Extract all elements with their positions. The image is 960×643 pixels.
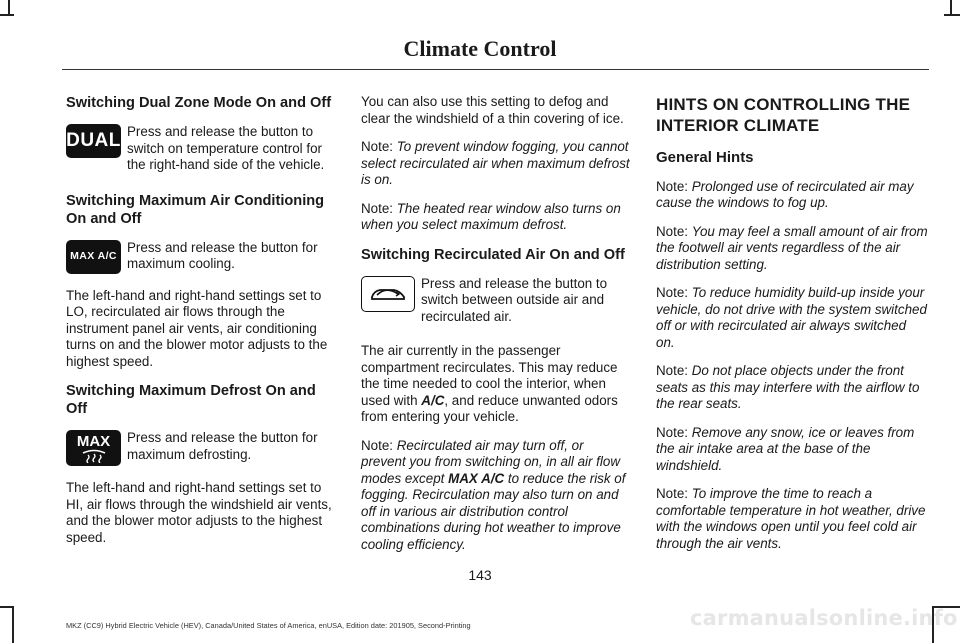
heading-general-hints: General Hints: [656, 149, 754, 166]
recirc-text-b: , and reduce unwanted odors from entering your vehicle.: [361, 392, 618, 424]
crop-mark: [0, 606, 12, 608]
hint-note-3: [656, 285, 928, 351]
hint-note-1: [656, 179, 928, 212]
hint-note-6: [656, 486, 928, 552]
column-2: [361, 94, 631, 565]
hint-note-5: [656, 425, 928, 475]
note-text-a: Recirculated air may turn off, or prevent you from switching on, in all air flow modes except: [361, 437, 620, 486]
note-2: [361, 201, 631, 234]
dual-row: [66, 124, 338, 174]
note-3: [361, 438, 631, 554]
heading-recirculated: Switching Recirculated Air On and Off: [361, 246, 625, 263]
defrost-icon: [81, 449, 107, 463]
note-label: Note:: [361, 437, 394, 453]
note-text: To improve the time to reach a comfortable temperature in hot weather, drive with the windows open until you feel cold air through the air vents.: [656, 486, 926, 551]
note-text: To reduce humidity build-up inside your vehicle, do not drive with the system switched off or with recirculated air always switched on.: [656, 285, 927, 350]
maxdef-text: Press and release the button for maximum defrosting.: [127, 430, 318, 462]
maxac-text: Press and release the button for maximum cooling.: [127, 239, 318, 271]
defog-paragraph: You can also use this setting to defog and clear the windshield of a thin covering of ice.: [361, 94, 624, 126]
page-title: Climate Control: [403, 36, 557, 61]
crop-mark: [0, 14, 14, 16]
crop-mark: [8, 0, 10, 14]
note-text: Do not place objects under the front seats as this may interfere with the airflow to the rear seats.: [656, 363, 920, 411]
maxdef-paragraph: The left-hand and right-hand settings set to HI, air flows through the windshield air vents, and the blower motor adjusts to the highest speed.: [66, 480, 332, 545]
page-number: 143: [468, 567, 492, 583]
note-label: Note:: [656, 223, 689, 239]
recirc-text-a: The air currently in the passenger compartment recirculates. This may reduce the time needed to cool the interior, when used with: [361, 343, 618, 408]
note-label: Note:: [656, 363, 689, 378]
note-1: [361, 139, 631, 189]
max-ac-button-icon: MAX A/C: [66, 240, 121, 274]
section-heading-hints: HINTS ON CONTROLLING THE INTERIOR CLIMATE: [656, 95, 911, 135]
note-text: To prevent window fogging, you cannot select recirculated air when maximum defrost is on.: [361, 139, 630, 187]
recirc-paragraph: [361, 343, 631, 426]
note-label: Note:: [656, 424, 689, 440]
hint-note-4: [656, 363, 928, 413]
crop-mark: [944, 14, 960, 16]
recirc-text: Press and release the button to switch between outside air and recirculated air.: [421, 275, 608, 324]
heading-dual-zone: Switching Dual Zone Mode On and Off: [66, 95, 332, 111]
footer-edition: MKZ (CC9) Hybrid Electric Vehicle (HEV), Canada/United States of America, enUSA, Edition date: 201905, Second-Printing: [66, 621, 471, 630]
recirculation-car-icon: [361, 276, 415, 312]
column-1: [66, 94, 338, 558]
ac-term: A/C: [421, 392, 445, 408]
note-text: Prolonged use of recirculated air may cause the windows to fog up.: [656, 178, 914, 210]
column-3: [656, 94, 928, 564]
maxac-paragraph: The left-hand and right-hand settings set to LO, recirculated air flows through the instrument panel air vents, air conditioning turns on and the blower motor adjusts to the highest speed.: [66, 287, 328, 369]
note-label: Note:: [361, 139, 394, 154]
note-text-b: to reduce the risk of fogging. Recirculation may also turn on and off in various air distribution control combinations during hot weather to improve cooling efficiency.: [361, 470, 626, 552]
recirc-row: [361, 276, 631, 326]
note-label: Note:: [656, 178, 689, 194]
header-rule: [62, 69, 929, 70]
max-defrost-button-icon: [66, 430, 121, 466]
dual-button-icon: DUAL: [66, 124, 121, 158]
crop-mark: [12, 606, 14, 643]
note-text: You may feel a small amount of air from the footwell air vents regardless of the air distribution setting.: [656, 223, 928, 272]
heading-max-ac: Switching Maximum Air Conditioning On and Off: [66, 192, 325, 227]
maxdef-row: [66, 430, 338, 466]
note-text: The heated rear window also turns on when you select maximum defrost.: [361, 200, 621, 232]
maxac-row: [66, 240, 338, 274]
watermark: carmanualsonline.info: [690, 606, 958, 630]
hint-note-2: [656, 224, 928, 274]
note-label: Note:: [361, 200, 394, 216]
max-ac-term: MAX A/C: [448, 470, 505, 486]
note-label: Note:: [656, 285, 689, 300]
crop-mark: [950, 0, 952, 14]
heading-max-defrost: Switching Maximum Defrost On and Off: [66, 383, 316, 417]
dual-text: Press and release the button to switch on temperature control for the right-hand side of the vehicle.: [127, 124, 325, 172]
note-label: Note:: [656, 486, 689, 501]
note-text: Remove any snow, ice or leaves from the air intake area at the base of the windshield.: [656, 424, 915, 473]
max-defrost-label: MAX: [76, 432, 111, 450]
